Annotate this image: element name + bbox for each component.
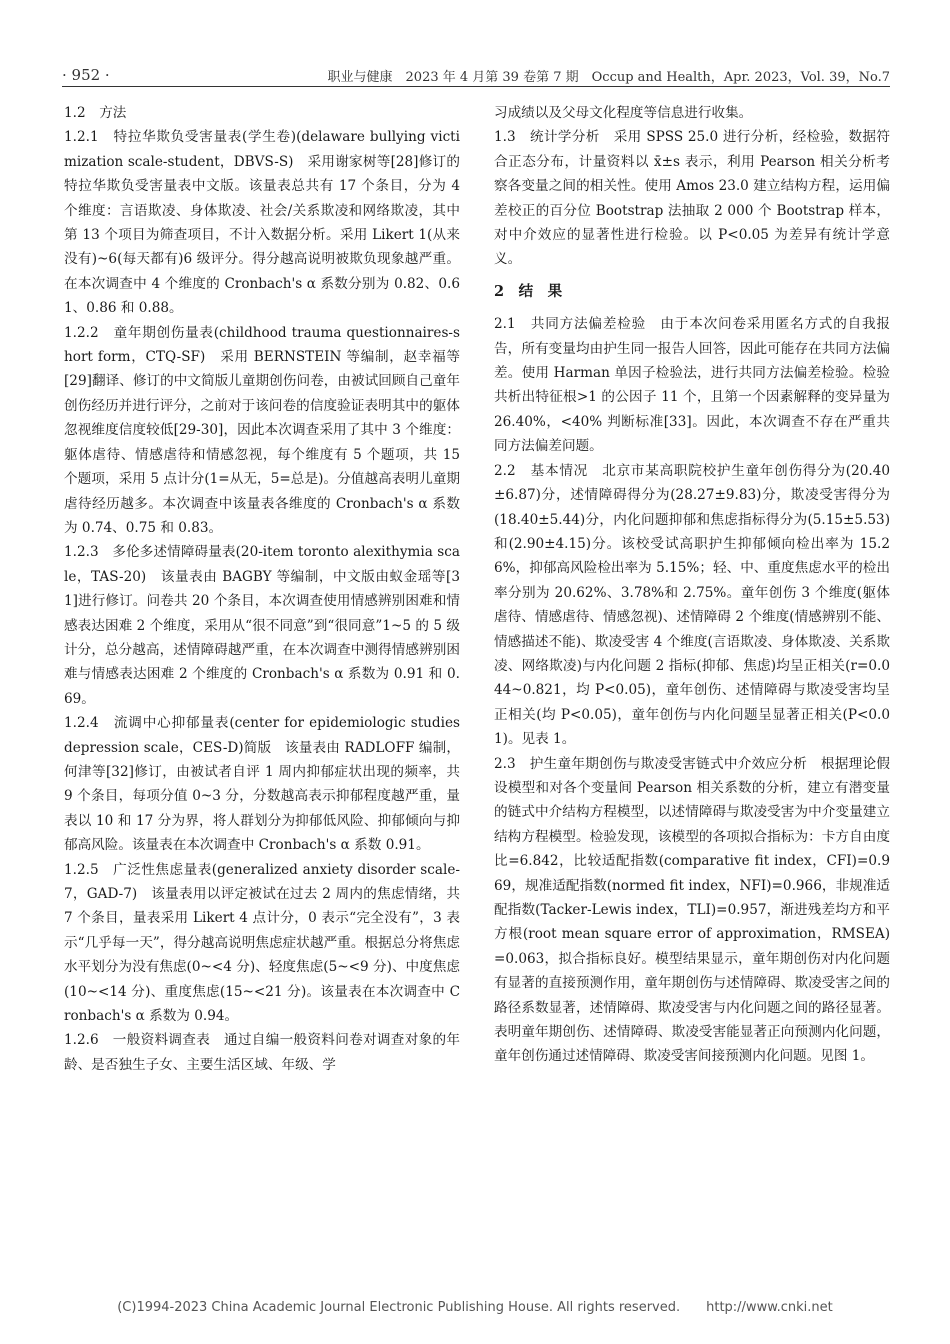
paragraph-1-2-1: 1.2.1 特拉华欺负受害量表(学生卷)(delaware bullying victimization scale-student，DBVS-S) 采用谢家树等[28]修订的特拉华欺负受害量表中文版。该量表总共有 17 个条目，分为 4 个维度：言语欺凌、身体欺凌、社会/关系欺凌和网络欺凌，其中第 13 个项目为筛查项目，不计入数据分析。采用 Likert 1(从来没有)~6(每天都有)6 级评分。得分越高说明被欺负现象越严重。在本次调查中 4 个维度的 Cronbach's α 系数分别为 0.82、0.61、0.86 和 0.88。 — [64, 129, 460, 317]
left-column — [64, 101, 460, 1077]
page-number: · 952 · — [62, 66, 110, 84]
paragraph-1-3: 1.3 统计学分析 采用 SPSS 25.0 进行分析，经检验，数据符合正态分布，计量资料以 x̄±s 表示，利用 Pearson 相关分析考察各变量之间的相关性。使用 Amos 23.0 建立结构方程，运用偏差校正的百分位 Bootstrap 法抽取 2 000 个 Bootstrap 样本，对中介效应的显著性进行检验。以 P<0.05 为差异有统计学意义。 — [494, 129, 890, 268]
paragraph-2-2: 2.2 基本情况 北京市某高职院校护生童年创伤得分为(20.40±6.87)分，述情障碍得分为(28.27±9.83)分，欺凌受害得分为(18.40±5.44)分，内化问题抑郁和焦虑指标得分为(5.15±5.53)和(2.90±4.15)分。该校受试高职护生抑郁倾向检出率为 15.26%，抑郁高风险检出率为 5.15%；轻、中、重度焦虑水平的检出率分别为 20.62%、3.78%和 2.75%。童年创伤 3 个维度(躯体虐待、情感虐待、情感忽视)、述情障碍 2 个维度(情感辨别不能、情感描述不能)、欺凌受害 4 个维度(言语欺凌、身体欺凌、关系欺凌、网络欺凌)与内化问题 2 指标(抑郁、焦虑)均呈正相关(r=0.044~0.821，均 P<0.05)，童年创伤、述情障碍与欺凌受害均呈正相关(均 P<0.05)，童年创伤与内化问题呈显著正相关(P<0.01)。见表 1。 — [494, 462, 890, 748]
journal-citation: 职业与健康 2023 年 4 月第 39 卷第 7 期 Occup and Health，Apr. 2023，Vol. 39，No.7 — [327, 70, 890, 85]
paragraph-2-3: 2.3 护生童年期创伤与欺凌受害链式中介效应分析 根据理论假设模型和对各个变量间 Pearson 相关系数的分析，建立有潜变量的链式中介结构方程模型，以述情障碍与欺凌受害为中介变量建立结构方程模型。检验发现，该模型的各项拟合指标为：卡方自由度比=6.842，比较适配指数(comparative fit index，CFI)=0.969，规准适配指数(normed fit index，NFI)=0.966，非规准适配指数(Tacker-Lewis index，TLI)=0.957，渐进残差均方和平方根(root mean square error of approximation，RMSEA)=0.063，拟合指标良好。模型结果显示，童年期创伤对内化问题有显著的直接预测作用，童年期创伤与述情障碍、欺凌受害之间的路径系数显著，述情障碍、欺凌受害与内化问题之间的路径显著。表明童年期创伤、述情障碍、欺凌受害能显著正向预测内化问题，童年创伤通过述情障碍、欺凌受害间接预测内化问题。见图 1。 — [494, 755, 890, 1065]
section-heading-results: 2 结 果 — [494, 282, 563, 300]
copyright-footer: (C)1994-2023 China Academic Journal Electronic Publishing House. All rights reserved. http://www.cnki.net — [117, 1300, 833, 1315]
paragraph-1-2-6: 1.2.6 一般资料调查表 通过自编一般资料问卷对调查对象的年龄、是否独生子女、主要生活区域、年级、学 — [64, 1032, 460, 1073]
right-column — [494, 101, 890, 1069]
paragraph-1-2-3: 1.2.3 多伦多述情障碍量表(20-item toronto alexithymia scale，TAS-20) 该量表由 BAGBY 等编制，中文版由蚁金瑶等[31]进行修订。问卷共 20 个条目，本次调查使用情感辨别困难和情感表达困难 2 个维度，采用从“很不同意”到“很同意”1~5 的 5 级计分，总分越高，述情障碍越严重，在本次调查中测得情感辨别困难与情感表达困难 2 个维度的 Cronbach's α 系数为 0.91 和 0.69。 — [64, 544, 460, 707]
paragraph-2-1: 2.1 共同方法偏差检验 由于本次问卷采用匿名方式的自我报告，所有变量均由护生同一报告人回答，因此可能存在共同方法偏差。使用 Harman 单因子检验法，进行共同方法偏差检验。检验共析出特征根>1 的公因子 11 个，且第一个因素解释的变异量为 26.40%，<40% 判断标准[33]。因此，本次调查不存在严重共同方法偏差问题。 — [494, 316, 890, 455]
page-header — [62, 64, 890, 87]
paragraph-1-2-5: 1.2.5 广泛性焦虑量表(generalized anxiety disorder scale-7，GAD-7) 该量表用以评定被试在过去 2 周内的焦虑情绪，共 7 个条目，量表采用 Likert 4 点计分，0 表示“完全没有”，3 表示“几乎每一天”，得分越高说明焦虑症状越严重。根据总分将焦虑水平划分为没有焦虑(0~<4 分)、轻度焦虑(5~<9 分)、中度焦虑(10~<14 分)、重度焦虑(15~<21 分)。该量表在本次调查中 Cronbach's α 系数为 0.94。 — [64, 861, 460, 1025]
paragraph-1-2-4: 1.2.4 流调中心抑郁量表(center for epidemiologic studies depression scale，CES-D)简版 该量表由 RADLOFF 编制，何津等[32]修订，由被试者自评 1 周内抑郁症状出现的频率，共 9 个条目，每项分值 0~3 分，分数越高表示抑郁程度越严重，量表以 10 和 17 分为界，将人群划分为抑郁低风险、抑郁倾向与抑郁高风险。该量表在本次调查中 Cronbach's α 系数 0.91。 — [64, 715, 460, 854]
paragraph-1-2-6-continued: 习成绩以及父母文化程度等信息进行收集。 — [494, 105, 753, 121]
paragraph-1-2-2: 1.2.2 童年期创伤量表(childhood trauma questionnaires-short form，CTQ-SF) 采用 BERNSTEIN 等编制，赵幸福等[29]翻译、修订的中文简版儿童期创伤问卷，由被试回顾自己童年创伤经历并进行评分，之前对于该问卷的信度验证表明其中的躯体忽视维度信度较低[29-30]，因此本次调查采用了其中 3 个维度：躯体虐待、情感虐待和情感忽视，每个维度有 5 个题项，共 15 个题项，采用 5 点计分(1=从无，5=总是)。分值越高表明儿童期虐待经历越多。本次调查中该量表各维度的 Cronbach's α 系数为 0.74、0.75 和 0.83。 — [64, 324, 460, 536]
section-heading-methods: 1.2 方法 — [64, 105, 127, 121]
